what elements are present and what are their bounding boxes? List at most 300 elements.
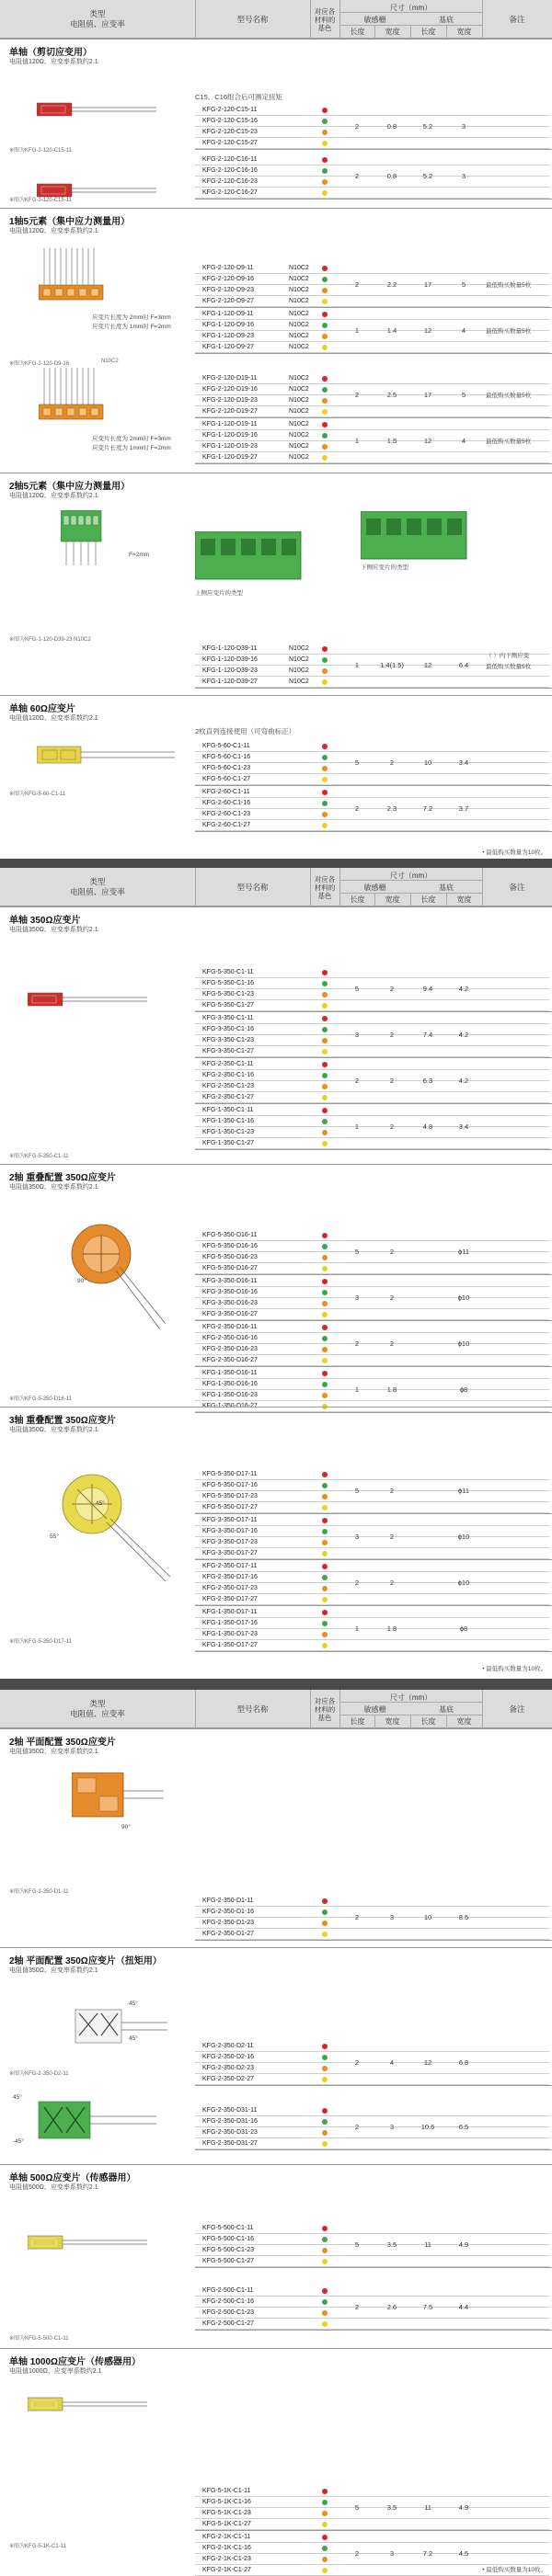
- header-length: 长度: [350, 895, 365, 904]
- table-row: [195, 989, 549, 1000]
- model-name: KFG-2-350-D16-27: [202, 1357, 258, 1363]
- color-dot-green: [322, 1027, 328, 1032]
- model-name: KFG-2-120-C15-11: [202, 107, 258, 113]
- table-row: [195, 1515, 549, 1526]
- model-name: KFG-2-500-C1-27: [202, 2320, 255, 2327]
- color-dot-yellow: [322, 1643, 328, 1648]
- model-suffix: N10C2: [289, 375, 309, 382]
- model-suffix: N10C2: [289, 276, 309, 282]
- model-name: KFG-1-350-D17-11: [202, 1609, 258, 1615]
- color-dot-orange: [322, 1632, 328, 1637]
- header-base: 基底: [439, 883, 454, 892]
- color-dot-green: [322, 1621, 328, 1626]
- color-dot-yellow: [322, 2077, 328, 2082]
- table-row: [195, 1629, 549, 1640]
- model-name: KFG-1-350-D17-16: [202, 1620, 258, 1626]
- table-row: [195, 116, 549, 127]
- strain-gauge-image: [37, 101, 156, 118]
- header-width: 宽度: [456, 1717, 472, 1726]
- model-name: KFG-3-350-C1-27: [202, 1048, 255, 1054]
- section-title: 2轴 重叠配置 350Ω应变片: [9, 1173, 116, 1183]
- dimension-value: 4: [461, 437, 466, 445]
- model-name: KFG-2-350-D2-11: [202, 2043, 254, 2049]
- model-suffix: N10C2: [289, 443, 309, 450]
- dimension-value: 5: [461, 391, 466, 399]
- model-name: KFG-1-350-C1-27: [202, 1140, 255, 1146]
- image-caption: ※图为KFG-2-350-D1-11: [9, 1889, 69, 1895]
- image-caption: N10C2: [101, 359, 119, 364]
- model-suffix: N10C2: [289, 298, 309, 304]
- header-suitable: 对应各 材料的 基色: [314, 6, 336, 32]
- table-row: [195, 1116, 549, 1127]
- color-dot-orange: [322, 1347, 328, 1352]
- color-dot-orange: [322, 812, 328, 817]
- purchase-note: （ ）内下侧应变: [486, 653, 530, 659]
- header-width: 宽度: [385, 1717, 400, 1726]
- header-width: 宽度: [456, 28, 472, 36]
- color-dot-green: [322, 657, 328, 663]
- color-dot-yellow: [322, 1358, 328, 1363]
- angle-label: 45°: [96, 1500, 105, 1507]
- color-dot-red: [322, 2489, 328, 2494]
- dimension-value: 2: [354, 1339, 360, 1348]
- model-name: KFG-1-120-D19-11: [202, 421, 258, 427]
- header-length: 长度: [420, 1717, 436, 1726]
- color-dot-green: [322, 1290, 328, 1295]
- model-name: KFG-2-120-C15-27: [202, 140, 258, 146]
- color-dot-green: [322, 2119, 328, 2125]
- model-name: KFG-3-350-C1-11: [202, 1015, 254, 1021]
- model-suffix: N10C2: [289, 432, 309, 439]
- section-title: 单轴 1000Ω应变片（传感器用）: [9, 2357, 142, 2367]
- dimension-value: 2: [389, 758, 395, 767]
- table-row: [195, 2554, 549, 2565]
- color-dot-yellow: [322, 777, 328, 782]
- table-row: [195, 1081, 549, 1092]
- dimension-value: 2: [354, 2303, 360, 2311]
- model-name: KFG-1-120-D19-16: [202, 432, 258, 439]
- color-dot-red: [322, 1371, 328, 1376]
- five-element-gauge-image: [39, 368, 112, 423]
- model-name: KFG-2-350-D16-11: [202, 1324, 258, 1330]
- model-name: KFG-2-1K-C1-16: [202, 2545, 251, 2551]
- table-row: [195, 1929, 549, 1940]
- color-dot-red: [322, 1564, 328, 1569]
- color-dot-yellow: [322, 2259, 328, 2264]
- color-dot-green: [322, 1244, 328, 1249]
- table-row: [195, 1480, 549, 1491]
- header-length: 长度: [350, 1717, 365, 1726]
- model-name: KFG-2-120-C16-11: [202, 156, 258, 163]
- angle-label: 45°: [13, 2094, 22, 2101]
- section-title: 单轴 350Ω应变片: [9, 916, 81, 926]
- dimension-value: 7.2: [422, 804, 433, 813]
- model-name: KFG-1-350-C1-16: [202, 1118, 255, 1124]
- dimension-value: 2.2: [386, 280, 397, 289]
- model-name: KFG-5-350-C1-23: [202, 991, 255, 997]
- section-caption: 2枚直列连接使用（可弯曲标正）: [195, 727, 296, 735]
- dimension-value: 3: [354, 1294, 360, 1302]
- dimension-value: 4.5: [458, 2549, 469, 2558]
- spec-note: 应变片长度为 2mm时 F=3mm: [92, 314, 171, 321]
- model-name: KFG-3-350-D16-16: [202, 1289, 258, 1295]
- section-subtitle: 电阻值120Ω、应变率系数约2.1: [9, 715, 98, 722]
- color-dot-yellow: [322, 1312, 328, 1317]
- color-dot-green: [322, 1575, 328, 1580]
- table-row: [195, 154, 549, 165]
- dimension-value: 3: [354, 1031, 360, 1039]
- color-dot-red: [322, 2108, 328, 2114]
- dimension-value: 7.4: [422, 1031, 433, 1039]
- color-dot-green: [322, 801, 328, 806]
- model-name: KFG-2-1K-C1-23: [202, 2556, 251, 2562]
- model-suffix: N10C2: [289, 386, 309, 393]
- model-name: KFG-3-350-C1-16: [202, 1026, 255, 1032]
- table-row: [195, 2063, 549, 2074]
- color-dot-orange: [322, 1540, 328, 1545]
- dimension-value: ϕ10: [457, 1533, 470, 1541]
- angle-label: 45°: [129, 2035, 138, 2042]
- table-row: [195, 2138, 549, 2149]
- image-caption: ※图为KFG-2-120-C15-11: [9, 148, 72, 154]
- table-header: [0, 868, 552, 906]
- section-title: 单轴（剪切应变用）: [9, 48, 92, 58]
- header-size: 尺寸（mm）: [389, 1693, 432, 1702]
- model-name: KFG-2-500-C1-23: [202, 2309, 255, 2316]
- model-name: KFG-2-350-C1-16: [202, 1072, 255, 1078]
- color-dot-red: [322, 1108, 328, 1113]
- table-row: [195, 1000, 549, 1011]
- model-name: KFG-5-350-D17-16: [202, 1482, 258, 1488]
- dimension-value: 5: [354, 1487, 360, 1495]
- dimension-value: 4: [389, 2058, 395, 2067]
- model-name: KFG-5-500-C1-23: [202, 2247, 255, 2253]
- table-row: [195, 1127, 549, 1138]
- model-name: KFG-5-60-C1-11: [202, 743, 250, 749]
- color-dot-yellow: [322, 1141, 328, 1146]
- color-dot-green: [322, 981, 328, 986]
- model-name: KFG-2-120-D9-11: [202, 265, 254, 271]
- dimension-value: ϕ8: [459, 1624, 468, 1633]
- color-dot-yellow: [322, 1095, 328, 1100]
- model-name: KFG-1-350-C1-23: [202, 1129, 255, 1135]
- table-row: [195, 2508, 549, 2519]
- color-dot-orange: [322, 334, 328, 339]
- table-row: [195, 1138, 549, 1149]
- model-suffix: N10C2: [289, 454, 309, 461]
- dimension-value: 5.2: [422, 122, 433, 131]
- model-name: KFG-1-350-D16-23: [202, 1392, 258, 1398]
- dimension-value: 1.4(1.5): [380, 661, 404, 669]
- table-row: [195, 1896, 549, 1907]
- dimension-value: 3: [461, 172, 466, 180]
- dimension-value: 12: [423, 437, 432, 445]
- table-row: [195, 2308, 549, 2319]
- header-suitable: 对应各 材料的 基色: [314, 1696, 336, 1722]
- color-dot-red: [322, 1016, 328, 1021]
- table-row: [195, 1105, 549, 1116]
- dimension-value: 6.8: [458, 2058, 469, 2067]
- model-name: KFG-5-1K-C1-23: [202, 2510, 251, 2516]
- table-row: [195, 263, 549, 274]
- table-row: [195, 1390, 549, 1401]
- model-suffix: N10C2: [289, 678, 309, 685]
- model-suffix: N10C2: [289, 344, 309, 350]
- torque-gauge-image: [18, 2098, 156, 2144]
- dimension-value: 1.8: [386, 1385, 397, 1394]
- color-dot-yellow: [322, 409, 328, 415]
- section-subtitle: 电阻值120Ω、应变率系数约2.1: [9, 59, 98, 65]
- color-dot-red: [322, 266, 328, 271]
- table-row: [195, 2319, 549, 2330]
- dimension-value: ϕ8: [459, 1385, 468, 1394]
- model-name: KFG-2-350-D31-11: [202, 2107, 258, 2114]
- dimension-value: 3.4: [458, 1123, 469, 1131]
- color-dot-green: [322, 387, 328, 393]
- dimension-value: ϕ10: [457, 1294, 470, 1302]
- dimension-value: 5: [354, 985, 360, 993]
- dimension-value: 1.5: [386, 437, 397, 445]
- dimension-value: ϕ11: [458, 1248, 469, 1256]
- table-row: [195, 1537, 549, 1548]
- table-row: [195, 1344, 549, 1355]
- model-name: KFG-1-350-D16-11: [202, 1370, 258, 1376]
- model-name: KFG-5-350-D17-27: [202, 1504, 258, 1510]
- header-note: 备注: [509, 14, 525, 24]
- header-grid: 敏感栅: [363, 16, 386, 24]
- header-length: 长度: [420, 28, 436, 36]
- table-row: [195, 1368, 549, 1379]
- table-row: [195, 1561, 549, 1572]
- model-name: KFG-1-120-D39-16: [202, 656, 258, 663]
- table-row: [195, 1572, 549, 1583]
- dimension-value: 5: [354, 2503, 360, 2512]
- model-name: KFG-2-500-C1-16: [202, 2298, 255, 2305]
- color-dot-orange: [322, 1586, 328, 1591]
- model-name: KFG-2-350-D2-27: [202, 2076, 255, 2082]
- model-name: KFG-2-350-D31-16: [202, 2118, 258, 2125]
- section-subtitle: 电阻值1000Ω、应变率系数约2.1: [9, 2368, 102, 2375]
- table-row: [195, 787, 549, 798]
- table-row: [195, 309, 549, 320]
- table-row: [195, 165, 549, 177]
- table-row: [195, 2245, 549, 2256]
- color-dot-orange: [322, 1494, 328, 1499]
- angle-label: 90°: [121, 1824, 131, 1830]
- color-dot-red: [322, 1898, 328, 1904]
- header-model: 型号名称: [236, 14, 269, 24]
- table-row: [195, 1607, 549, 1618]
- dimension-value: 3.4: [458, 758, 469, 767]
- table-row: [195, 1298, 549, 1309]
- dimension-value: 10.6: [420, 2123, 435, 2131]
- angle-label: 45°: [129, 2000, 138, 2007]
- section-title: 3轴 重叠配置 350Ω应变片: [9, 1416, 116, 1426]
- model-name: KFG-5-350-C1-27: [202, 1002, 255, 1009]
- color-dot-yellow: [322, 1597, 328, 1602]
- dimension-value: 6.3: [422, 1077, 433, 1085]
- table-row: [195, 774, 549, 785]
- table-row: [195, 1241, 549, 1252]
- model-name: KFG-2-120-D19-27: [202, 408, 258, 415]
- header-type: 类型 电阻值、应变率: [70, 877, 125, 896]
- dimension-value: 10: [423, 1913, 432, 1921]
- dimension-value: 1.4: [386, 326, 397, 335]
- image-caption: ※图为KFG-5-350-D17-11: [9, 1639, 72, 1645]
- table-row: [195, 978, 549, 989]
- image-caption: ※图为KFG-5-350-D16-11: [9, 1396, 72, 1402]
- table-row: [195, 1469, 549, 1480]
- model-name: KFG-1-120-D19-27: [202, 454, 258, 461]
- model-name: KFG-1-350-C1-11: [202, 1107, 254, 1113]
- model-name: KFG-3-350-D17-27: [202, 1550, 258, 1556]
- section-title: 单轴 60Ω应变片: [9, 704, 75, 714]
- table-row: [195, 1276, 549, 1287]
- dimension-value: 8.5: [458, 1913, 469, 1921]
- table-row: [195, 2105, 549, 2116]
- table-row: [195, 820, 549, 831]
- header-suitable: 对应各 材料的 基色: [314, 874, 336, 900]
- color-dot-orange: [322, 2066, 328, 2071]
- dimension-value: 2.5: [386, 391, 397, 399]
- model-name: KFG-5-350-D16-16: [202, 1243, 258, 1249]
- model-name: KFG-5-1K-C1-16: [202, 2499, 251, 2505]
- dimension-value: 3: [354, 1533, 360, 1541]
- model-name: KFG-2-350-D16-23: [202, 1346, 258, 1352]
- model-name: KFG-1-120-D9-27: [202, 344, 255, 350]
- model-name: KFG-1-120-D39-23: [202, 667, 258, 674]
- model-name: KFG-5-1K-C1-27: [202, 2521, 251, 2527]
- model-name: KFG-1-120-D9-23: [202, 333, 255, 339]
- dimension-value: 4.9: [458, 2240, 469, 2249]
- model-name: KFG-3-350-D16-27: [202, 1311, 258, 1317]
- dimension-value: 3: [389, 2549, 395, 2558]
- model-name: KFG-2-1K-C1-27: [202, 2567, 251, 2573]
- table-row: [195, 419, 549, 430]
- dimension-value: 2: [389, 1339, 395, 1348]
- model-suffix: N10C2: [289, 311, 309, 317]
- table-row: [195, 342, 549, 353]
- model-name: KFG-3-350-D16-23: [202, 1300, 258, 1306]
- section-subtitle: 电阻值120Ω、应变率系数约2.1: [9, 228, 98, 234]
- color-dot-yellow: [322, 299, 328, 304]
- table-row: [195, 105, 549, 116]
- color-dot-orange: [322, 444, 328, 450]
- spec-note: F=2mm: [129, 552, 150, 558]
- upper-caption: 上侧应变片的类型: [195, 590, 243, 597]
- color-dot-red: [322, 2226, 328, 2231]
- image-caption: ※图为KFG-5-500-C1-11: [9, 2336, 69, 2342]
- dimension-value: 6.4: [458, 661, 469, 669]
- color-dot-orange: [322, 668, 328, 674]
- model-name: KFG-2-500-C1-11: [202, 2287, 254, 2294]
- table-row: [195, 2486, 549, 2497]
- dimension-value: 10: [423, 758, 432, 767]
- footnote: • 最低购买数量为10枚。: [482, 849, 546, 856]
- color-dot-orange: [322, 2248, 328, 2253]
- model-name: KFG-2-60-C1-11: [202, 789, 250, 795]
- dimension-value: 2.6: [386, 2303, 397, 2311]
- dimension-value: 2: [389, 1031, 395, 1039]
- table-row: [195, 1618, 549, 1629]
- model-suffix: N10C2: [289, 645, 309, 652]
- table-row: [195, 2052, 549, 2063]
- color-dot-red: [322, 108, 328, 113]
- color-dot-yellow: [322, 141, 328, 146]
- image-caption: ※图为KFG-5-350-C1-11: [9, 1154, 69, 1159]
- color-dot-orange: [322, 1393, 328, 1398]
- header-type: 类型 电阻值、应变率: [70, 9, 125, 28]
- color-dot-green: [322, 1336, 328, 1341]
- dimension-value: 1: [354, 1123, 360, 1131]
- model-name: KFG-3-350-D17-16: [202, 1528, 258, 1534]
- dimension-value: 5.2: [422, 172, 433, 180]
- purchase-note: 最低购买数量5枚: [486, 393, 532, 399]
- dimension-value: 11: [424, 2503, 431, 2512]
- image-caption: ※图为KFG-1-120-D39-23 N10C2: [9, 637, 91, 643]
- color-dot-red: [322, 2044, 328, 2049]
- color-dot-green: [322, 168, 328, 174]
- table-row: [195, 2234, 549, 2245]
- model-name: KFG-3-350-C1-23: [202, 1037, 255, 1043]
- model-suffix: N10C2: [289, 656, 309, 663]
- strain-gauge-image: [28, 2396, 147, 2412]
- table-row: [195, 1526, 549, 1537]
- color-dot-red: [322, 1279, 328, 1284]
- color-dot-red: [322, 157, 328, 163]
- model-name: KFG-5-350-D17-11: [202, 1471, 258, 1477]
- dimension-value: 4.2: [458, 1031, 469, 1039]
- dimension-value: 1: [354, 661, 360, 669]
- section-title: 1轴5元素（集中应力测量用）: [9, 217, 131, 227]
- color-dot-red: [322, 376, 328, 382]
- table-row: [195, 1263, 549, 1274]
- dimension-value: 3: [389, 2123, 395, 2131]
- table-row: [195, 1583, 549, 1594]
- color-dot-red: [322, 970, 328, 975]
- model-name: KFG-2-350-C1-27: [202, 1094, 255, 1100]
- section-subtitle: 电阻值350Ω、应变率系数约2.1: [9, 1749, 98, 1755]
- model-name: KFG-5-60-C1-27: [202, 776, 251, 782]
- torque-gauge-image: [57, 2004, 167, 2050]
- model-name: KFG-2-120-D9-27: [202, 298, 255, 304]
- dimension-value: 3.5: [386, 2240, 397, 2249]
- model-name: KFG-2-350-D16-16: [202, 1335, 258, 1341]
- dimension-value: 5: [354, 758, 360, 767]
- lower-gauge-detail: [361, 511, 471, 562]
- model-suffix: N10C2: [289, 408, 309, 415]
- header-grid: 敏感栅: [363, 1705, 386, 1714]
- color-dot-green: [322, 1119, 328, 1124]
- model-name: KFG-5-350-D16-27: [202, 1265, 258, 1271]
- model-name: KFG-2-350-D31-27: [202, 2140, 258, 2147]
- table-row: [195, 2543, 549, 2554]
- color-dot-green: [322, 433, 328, 439]
- color-dot-green: [322, 1483, 328, 1488]
- color-dot-red: [322, 744, 328, 749]
- angle-label: 90°: [77, 1278, 86, 1284]
- header-length: 长度: [420, 895, 436, 904]
- model-name: KFG-5-350-C1-16: [202, 980, 255, 986]
- color-dot-green: [322, 2299, 328, 2305]
- color-dot-orange: [322, 1084, 328, 1089]
- dimension-value: 12: [423, 661, 432, 669]
- table-row: [195, 452, 549, 463]
- dimension-value: 4.2: [458, 1077, 469, 1085]
- dimension-value: 7.2: [422, 2549, 433, 2558]
- table-row: [195, 1070, 549, 1081]
- table-row: [195, 1548, 549, 1559]
